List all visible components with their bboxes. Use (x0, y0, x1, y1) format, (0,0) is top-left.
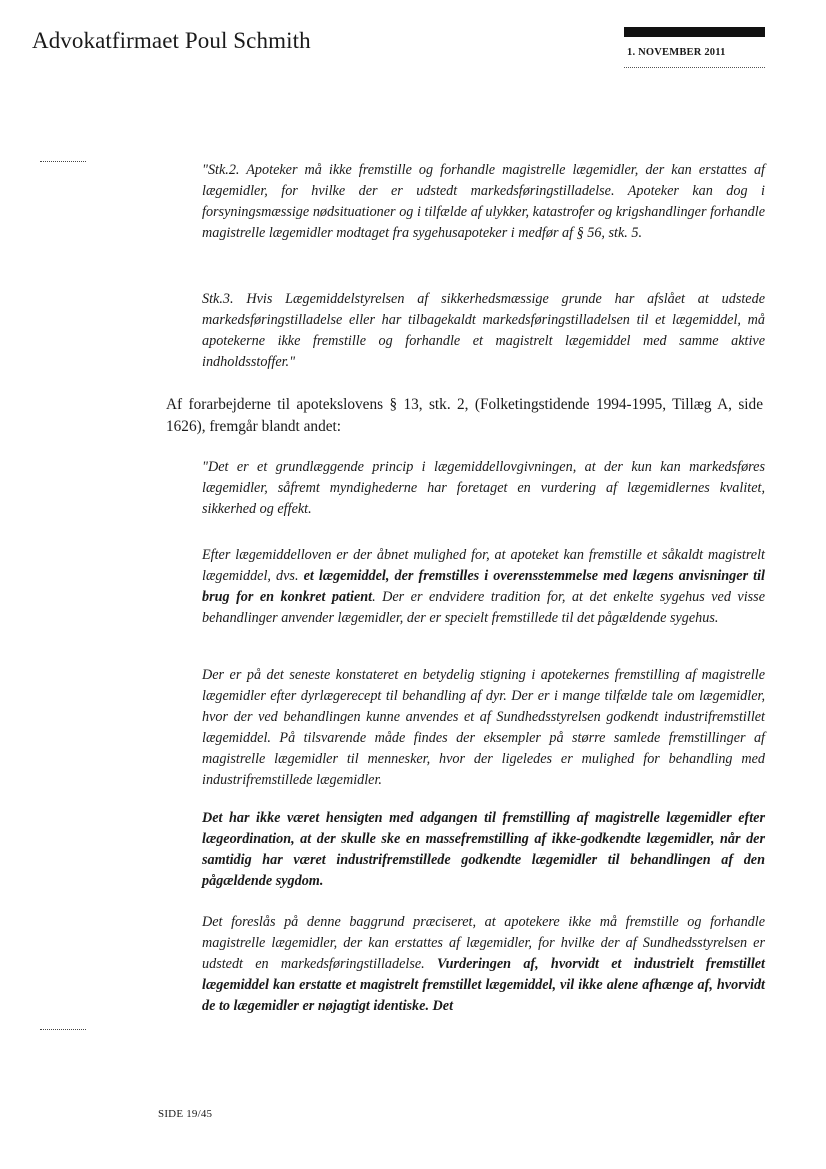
bold-text-run: Vurderingen af, hvorvidt et industrielt fremstillet lægemiddel kan erstatte et magistrelt fremstillet lægemiddel, vil ikke alene afhænge af, hvorvidt de to lægemidler er nøjagtigt identiske. Det (202, 956, 765, 1014)
margin-mark-bottom (40, 1029, 86, 1030)
text-run: "Stk.2. Apoteker må ikke fremstille og forhandle magistrelle lægemidler, der kan erstattes af lægemidler, for hvilke der er udstedt markedsføringstilladelse. Apoteker kan dog i forsyningsmæssige nødsituationer og i tilfælde af ulykker, katastrofer og krigshandlinger forhandle magistrelle lægemidler modtaget fra sygehusapoteker i medfør af § 56, stk. 5. (202, 162, 765, 241)
paragraph-quote-5 (202, 912, 765, 1017)
text-run: Af forarbejderne til apotekslovens § 13, stk. 2, (Folketingstidende 1994-1995, Tillæg A, side 1626), fremgår blandt andet: (166, 396, 763, 435)
paragraph-quote-4 (202, 808, 765, 892)
bold-text-run: et lægemiddel, der fremstilles i overensstemmelse med lægens anvisninger til brug for en konkret patient (202, 568, 766, 605)
text-run: Efter lægemiddelloven er der åbnet mulighed for, at apoteket kan fremstille et såkaldt magistrelt lægemiddel, dvs. (202, 547, 765, 584)
text-run: Stk.3. Hvis Lægemiddelstyrelsen af sikkerhedsmæssige grunde har afslået at udstede markedsføringstilladelse eller har tilbagekaldt markedsføringstilladelsen til et lægemiddel, må apotekerne ikke fremstille og forhandle et magistrelt lægemiddel med samme aktive indholdsstoffer." (202, 291, 765, 370)
text-run: Det foreslås på denne baggrund præciseret, at apotekere ikke må fremstille og forhandle magistrelle lægemidler, der kan erstattes af lægemidler, for hvilke der af Sundhedsstyrelsen er udstedt en markedsføringstilladelse. (202, 914, 765, 972)
bold-text-run: Det har ikke været hensigten med adgangen til fremstilling af magistrelle lægemidler efter lægeordination, at der skulle ske en massefremstilling af ikke-godkendte lægemidler, når der samtidig har været industrifremstillede godkendte lægemidler til behandlingen af den pågældende sygdom. (202, 810, 765, 889)
text-run: Der er på det seneste konstateret en betydelig stigning i apotekernes fremstilling af magistrelle lægemidler efter dyrlægerecept til behandling af dyr. Der er i mange tilfælde tale om lægemidler, hvor der ved behandlingen kunne anvendes et af Sundhedsstyrelsen godkendt industrifremstillet lægemiddel. På tilsvarende måde findes der eksempler på større samlede fremstillinger af magistrelle lægemidler til mennesker, hvor der ligeledes er mulighed for behandling med industrifremstillede lægemidler. (202, 667, 765, 788)
date-divider (624, 67, 765, 68)
paragraph-intro (166, 394, 763, 438)
margin-mark-top (40, 161, 86, 162)
paragraph-quote-3 (202, 665, 765, 791)
page-number: SIDE 19/45 (158, 1108, 213, 1120)
firm-name: Advokatfirmaet Poul Schmith (32, 28, 311, 53)
paragraph-stk3 (202, 289, 765, 373)
header-bar (624, 27, 765, 37)
paragraph-quote-1 (202, 457, 765, 520)
paragraph-stk2 (202, 160, 765, 244)
paragraph-quote-2 (202, 545, 765, 629)
document-date: 1. NOVEMBER 2011 (627, 47, 726, 58)
text-run: "Det er et grundlæggende princip i lægemiddellovgivningen, at der kun kan markedsføres lægemidler, såfremt myndighederne har foretaget en vurdering af lægemidlernes kvalitet, sikkerhed og effekt. (202, 459, 765, 517)
text-run: . Der er endvidere tradition for, at det enkelte sygehus ved visse behandlinger anvender lægemidler, der er specielt fremstillede til det pågældende sygehus. (202, 589, 765, 626)
